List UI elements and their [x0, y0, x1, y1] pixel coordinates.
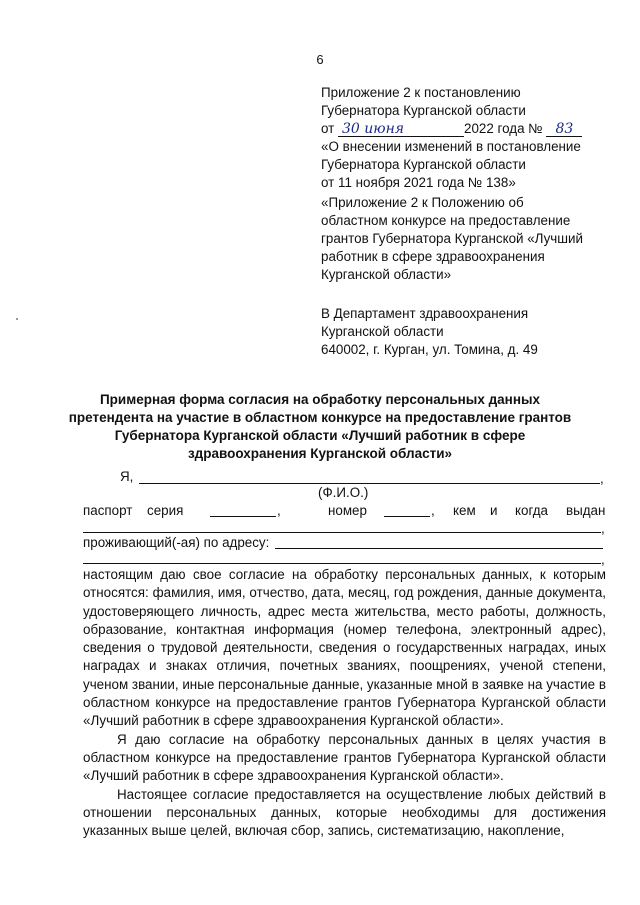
- appendix-line-5: Губернатора Курганской области: [321, 157, 526, 172]
- address-field[interactable]: [275, 548, 603, 549]
- scan-speck: [16, 318, 18, 320]
- label-and: и: [490, 503, 498, 518]
- series-field[interactable]: [210, 516, 276, 517]
- annex-line-2: областном конкурсе на предоставление: [321, 213, 571, 228]
- appendix-line-2: Губернатора Курганской области: [321, 103, 526, 118]
- recipient-line-3: 640002, г. Курган, ул. Томина, д. 49: [321, 342, 538, 357]
- page-number: 6: [316, 52, 324, 67]
- handwritten-number: 83: [546, 122, 582, 137]
- recipient-block: [321, 305, 538, 359]
- address-field-2[interactable]: [83, 563, 601, 564]
- label-issued: выдан: [566, 503, 606, 518]
- title-line-2: претендента на участие в областном конкурсе на предоставление грантов: [68, 410, 572, 425]
- form-title: [0, 391, 640, 463]
- issued-by-field[interactable]: [83, 532, 601, 533]
- recipient-line-1: В Департамент здравоохранения: [321, 306, 529, 321]
- annex-line-1: «Приложение 2 к Положению об: [321, 195, 524, 210]
- title-line-3: Губернатора Курганской области «Лучший работник в сфере: [114, 428, 526, 443]
- recipient-line-2: Курганской области: [321, 324, 444, 339]
- appendix-year: 2022 года №: [464, 121, 543, 136]
- appendix-line-1: Приложение 2 к постановлению: [321, 85, 521, 100]
- annex-line-5: Курганской области»: [321, 267, 452, 282]
- fio-caption: (Ф.И.О.): [318, 485, 369, 500]
- consent-paragraph-3: Настоящее согласие предоставляется на осуществление любых действий в отношении персональных данных, которые необходимы для достижения указанных выше целей, включая сбор, запись, систематизацию, накопление,: [83, 786, 606, 839]
- appendix-from: от: [321, 121, 335, 136]
- fio-comma: ,: [600, 471, 604, 486]
- number-comma: ,: [431, 503, 435, 518]
- handwritten-date: 30 июня: [338, 122, 408, 137]
- title-line-4: здравоохранения Курганской области»: [187, 446, 453, 461]
- annex-line-3: грантов Губернатора Курганской «Лучший: [321, 231, 583, 246]
- label-passport: паспорт: [83, 503, 133, 518]
- series-comma: ,: [277, 503, 281, 518]
- fio-field[interactable]: [139, 483, 600, 484]
- annex-line-4: работник в сфере здравоохранения: [321, 249, 545, 264]
- date-underline: [408, 122, 464, 137]
- consent-body: [83, 566, 606, 840]
- number-field[interactable]: [384, 516, 430, 517]
- label-kem: кем: [453, 503, 476, 518]
- address-comma: ,: [601, 552, 605, 567]
- appendix-block: [321, 84, 582, 192]
- appendix-date-line: [321, 120, 582, 138]
- label-number: номер: [328, 503, 367, 518]
- label-i: Я,: [120, 469, 134, 484]
- issued-comma: ,: [601, 521, 605, 536]
- appendix-line-6: от 11 ноября 2021 года № 138»: [321, 175, 516, 190]
- label-series: серия: [147, 503, 184, 518]
- label-address: проживающий(-ая) по адресу:: [83, 535, 270, 550]
- label-when: когда: [515, 503, 548, 518]
- consent-paragraph-1: настоящим даю свое согласие на обработку персональных данных, к которым относятся: фамилия, имя, отчество, дата, месяц, год рождения, данные документа, удостоверяющего личность, адрес места жительства, место работы, должность, образование, контактная информация (номер телефона, электронный адрес), сведения о трудовой деятельности, сведения о государственных наградах, иных наградах и знаках отличия, почетных званиях, поощрениях, ученой степени, ученом звании, иные персональные данные, указанные мной в заявке на участие в областном конкурсе на предоставление грантов Губернатора Курганской области «Лучший работник в сфере здравоохранения Курганской области».: [83, 567, 606, 729]
- consent-paragraph-2: Я даю согласие на обработку персональных данных в целях участия в областном конкурсе на предоставление грантов Губернатора Курганской области «Лучший работник в сфере здравоохранения Курганской области».: [83, 731, 606, 784]
- title-line-1: Примерная форма согласия на обработку персональных данных: [99, 392, 541, 407]
- annex-block: [321, 194, 583, 284]
- appendix-line-4: «О внесении изменений в постановление: [321, 139, 581, 154]
